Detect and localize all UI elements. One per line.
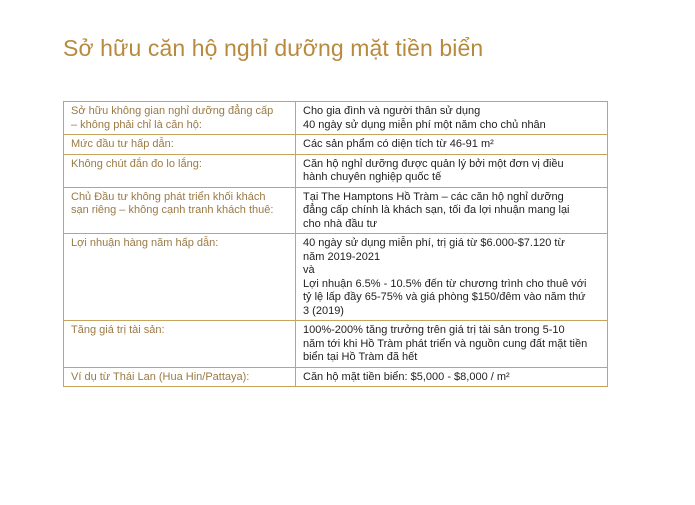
row-label — [64, 234, 296, 321]
info-table — [63, 101, 608, 387]
row-value — [296, 187, 608, 234]
row-label — [64, 135, 296, 155]
row-value-line: Các sản phẩm có diện tích từ 46-91 m² — [303, 138, 494, 150]
row-label — [64, 321, 296, 368]
row-label-line: Không chút đắn đo lo lắng: — [71, 157, 202, 170]
row-label-line: Chủ Đầu tư không phát triển khối khách — [71, 190, 266, 203]
table-row — [64, 187, 608, 234]
row-value-line: hành chuyên nghiệp quốc tế — [303, 171, 442, 183]
row-value-line: tỷ lệ lấp đầy 65-75% và giá phòng $150/đêm vào năm thứ — [303, 291, 586, 303]
row-value-line: 40 ngày sử dụng miễn phí, trị giá từ $6.000-$7.120 từ — [303, 237, 565, 249]
row-label-line: Ví dụ từ Thái Lan (Hua Hin/Pattaya): — [71, 370, 250, 383]
row-value-line: biển tại Hồ Tràm đã hết — [303, 351, 418, 363]
slide-title: Sở hữu căn hộ nghỉ dưỡng mặt tiền biển — [63, 35, 484, 61]
row-value-line: năm tới khi Hồ Tràm phát triển và nguồn cung đất mặt tiền — [303, 337, 588, 350]
row-value-line: và — [303, 264, 315, 276]
row-label-line: Lợi nhuận hàng năm hấp dẫn: — [71, 237, 219, 249]
info-table-body — [64, 102, 608, 387]
row-value-line: Cho gia đình và người thân sử dụng — [303, 105, 481, 117]
row-value-line: năm 2019-2021 — [303, 250, 381, 263]
table-row — [64, 321, 608, 368]
row-label-line: Sở hữu không gian nghỉ dưỡng đẳng cấp — [71, 105, 274, 117]
table-row — [64, 102, 608, 135]
row-value-line: 100%-200% tăng trưởng trên giá trị tài sản trong 5-10 — [303, 324, 565, 336]
table-row — [64, 234, 608, 321]
row-value-line: 40 ngày sử dụng miễn phí một năm cho chủ nhân — [303, 118, 546, 131]
row-value-line: đẳng cấp chính là khách sạn, tối đa lợi nhuận mang lại — [303, 204, 570, 216]
row-value-line: cho nhà đầu tư — [303, 217, 378, 230]
row-label — [64, 154, 296, 187]
row-label-line: Tăng giá trị tài sản: — [71, 324, 165, 336]
row-value — [296, 102, 608, 135]
row-label — [64, 187, 296, 234]
row-value — [296, 234, 608, 321]
row-label — [64, 367, 296, 387]
row-label — [64, 102, 296, 135]
row-label-line: Mức đầu tư hấp dẫn: — [71, 138, 174, 150]
row-label-line: – không phải chỉ là căn hộ: — [71, 118, 202, 131]
row-value — [296, 135, 608, 155]
row-value-line: Căn hộ mặt tiền biển: $5,000 - $8,000 / m² — [303, 370, 510, 383]
row-value-line: Căn hộ nghỉ dưỡng được quản lý bởi một đơn vị điều — [303, 157, 564, 170]
table-row — [64, 135, 608, 155]
row-value-line: Tại The Hamptons Hồ Tràm – các căn hộ nghỉ dưỡng — [303, 190, 564, 203]
row-value — [296, 321, 608, 368]
row-value-line: Lợi nhuận 6.5% - 10.5% đến từ chương trình cho thuê với — [303, 277, 587, 290]
row-value-line: 3 (2019) — [303, 304, 344, 317]
table-row — [64, 154, 608, 187]
row-value — [296, 154, 608, 187]
row-label-line: sạn riêng – không cạnh tranh khách thuê: — [71, 204, 274, 216]
table-row — [64, 367, 608, 387]
row-value — [296, 367, 608, 387]
